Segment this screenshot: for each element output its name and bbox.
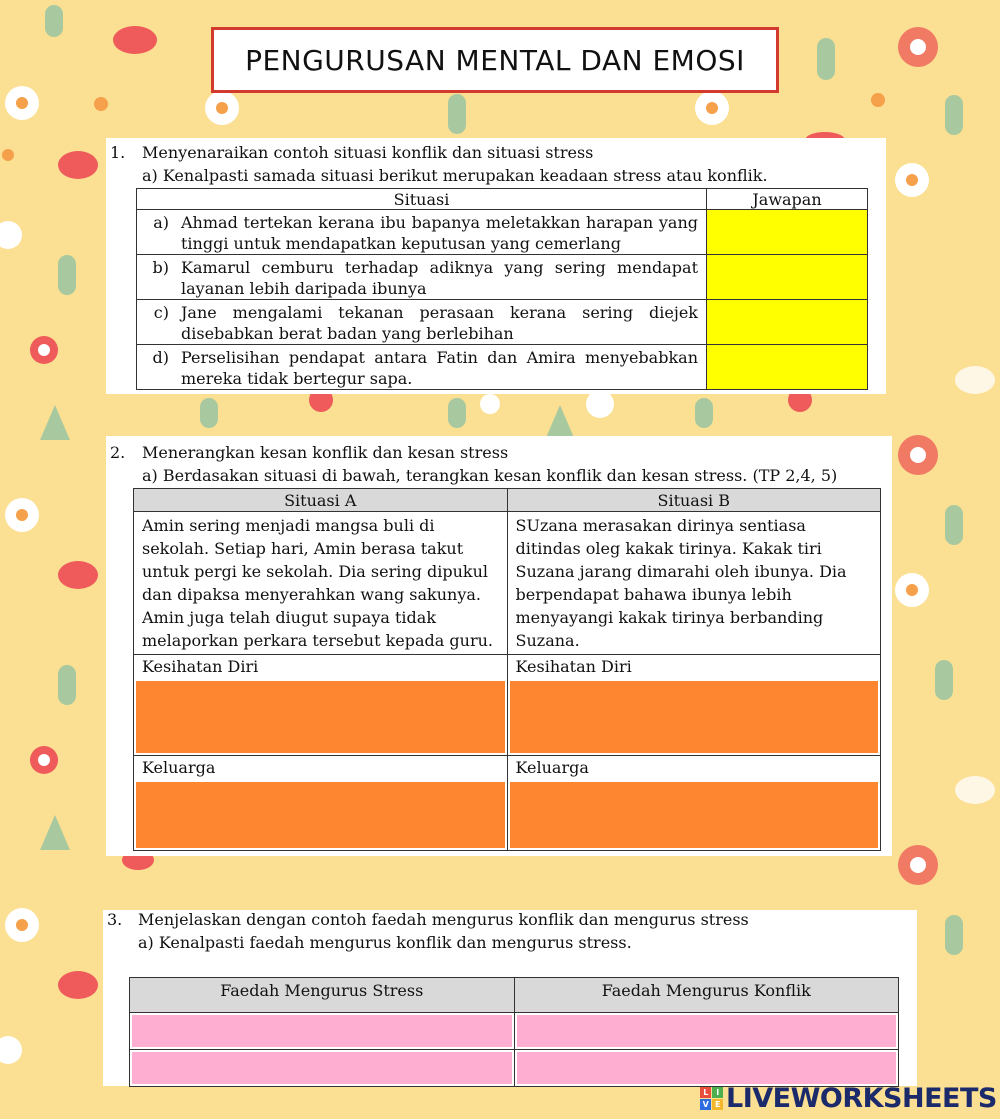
section-3-number: 3. (107, 910, 123, 929)
page-title: PENGURUSAN MENTAL DAN EMOSI (211, 27, 779, 93)
answer-stress-1[interactable] (130, 1013, 515, 1050)
row-text: Ahmad tertekan kerana ibu bapanya meletakkan harapan yang tinggi untuk mendapatkan keputusan yang cemerlang (173, 210, 707, 255)
section-2-number: 2. (110, 443, 126, 462)
answer-keluarga-b[interactable] (507, 780, 881, 851)
story-a: Amin sering menjadi mangsa buli di sekolah. Setiap hari, Amin berasa takut untuk pergi ke sekolah. Dia sering dipukul dan dipaksa menyerahkan wang sakunya. Amin juga telah diugut supaya tidak melaporkan perkara tersebut kepada guru. (134, 512, 508, 655)
table-row (137, 255, 868, 300)
row-label: d) (137, 345, 174, 390)
answer-konflik-2[interactable] (514, 1050, 899, 1087)
column-header-jawapan: Jawapan (707, 189, 868, 210)
section-3-heading: Menjelaskan dengan contoh faedah mengurus konflik dan mengurus stress (138, 910, 749, 929)
section-3-instruction: a) Kenalpasti faedah mengurus konflik dan mengurus stress. (138, 933, 632, 952)
story-b: SUzana merasakan dirinya sentiasa ditindas oleg kakak tirinya. Kakak tiri Suzana jarang dimarahi oleh ibunya. Dia berpendapat bahawa ibunya lebih menyayangi kakak tirinya berbanding Suzana. (507, 512, 881, 655)
answer-stress-2[interactable] (130, 1050, 515, 1087)
tulip-icon (955, 366, 995, 804)
impact-table (133, 488, 881, 851)
label-keluarga-a: Keluarga (142, 758, 216, 777)
table-row (137, 345, 868, 390)
answer-kesihatan-a[interactable] (134, 679, 508, 756)
section-2-instruction: a) Berdasakan situasi di bawah, terangkan kesan konflik dan kesan stress. (TP 2,4, 5) (142, 466, 838, 485)
label-kesihatan-diri-a: Kesihatan Diri (142, 657, 259, 676)
table-row (137, 300, 868, 345)
answer-keluarga-a[interactable] (134, 780, 508, 851)
label-kesihatan-diri-b: Kesihatan Diri (515, 657, 632, 676)
column-header-situasi-a: Situasi A (134, 489, 508, 512)
row-text: Perselisihan pendapat antara Fatin dan Amira menyebabkan mereka tidak bertegur sapa. (173, 345, 707, 390)
answer-kesihatan-b[interactable] (507, 679, 881, 756)
logo-mark-icon: L I V E (700, 1087, 723, 1110)
label-keluarga-b: Keluarga (515, 758, 589, 777)
liveworksheets-logo[interactable] (700, 1083, 997, 1114)
section-1-number: 1. (110, 143, 126, 162)
row-label: a) (137, 210, 174, 255)
row-label: c) (137, 300, 174, 345)
answer-input-a[interactable] (707, 210, 868, 255)
answer-input-b[interactable] (707, 255, 868, 300)
section-1-instruction: a) Kenalpasti samada situasi berikut merupakan keadaan stress atau konflik. (142, 166, 768, 185)
situation-table (136, 188, 868, 390)
section-2-heading: Menerangkan kesan konflik dan kesan stress (142, 443, 509, 462)
section-1-heading: Menyenaraikan contoh situasi konflik dan situasi stress (142, 143, 594, 162)
answer-input-c[interactable] (707, 300, 868, 345)
column-header-situasi-b: Situasi B (507, 489, 881, 512)
logo-text: LIVEWORKSHEETS (726, 1083, 997, 1114)
column-header-faedah-stress: Faedah Mengurus Stress (130, 978, 515, 1013)
table-row (137, 210, 868, 255)
answer-konflik-1[interactable] (514, 1013, 899, 1050)
row-text: Jane mengalami tekanan perasaan kerana sering diejek disebabkan berat badan yang berlebihan (173, 300, 707, 345)
column-header-situasi: Situasi (137, 189, 707, 210)
answer-input-d[interactable] (707, 345, 868, 390)
benefits-table (129, 977, 899, 1087)
column-header-faedah-konflik: Faedah Mengurus Konflik (514, 978, 899, 1013)
row-text: Kamarul cemburu terhadap adiknya yang sering mendapat layanan lebih daripada ibunya (173, 255, 707, 300)
row-label: b) (137, 255, 174, 300)
